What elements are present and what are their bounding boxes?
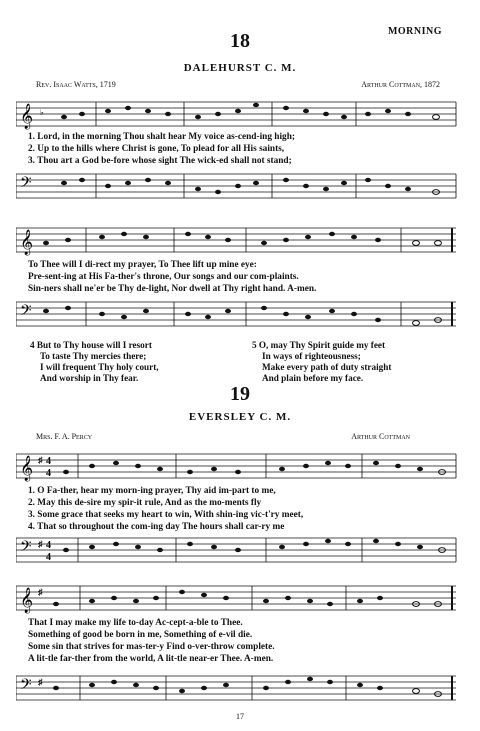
lyric-line: 2. May this de-sire my spir-it rule, And as the mo-ments fly — [28, 498, 262, 508]
lyric-line: Sin-ners shall ne'er be Thy de-light, Nor dwell at Thy right hand. A-men. — [28, 284, 317, 294]
hymn-number: 18 — [230, 30, 250, 52]
lyric-line: To Thee will I di-rect my prayer, To Thee lift up mine eye: — [28, 260, 257, 270]
bass-staff — [16, 168, 462, 204]
tune-name: DALEHURST C. M. — [183, 62, 297, 74]
lyric-line: 2. Up to the hills where Christ is gone, To plead for all His saints, — [28, 144, 285, 154]
svg-text:♯: ♯ — [38, 587, 43, 597]
svg-text:𝄞: 𝄞 — [20, 456, 34, 481]
treble-staff — [16, 448, 462, 484]
stanza-line: I will frequent Thy holy court, — [40, 362, 159, 372]
lyric-line: That I may make my life to-day Ac-cept-a-ble to Thee. — [28, 618, 243, 628]
page-number: 17 — [236, 712, 244, 721]
stanza-line: Make every path of duty straight — [262, 362, 392, 372]
stanza-line: And plain before my face. — [262, 373, 364, 383]
author-attribution: Mrs. F. A. Percy — [36, 432, 93, 441]
bass-staff — [16, 532, 462, 568]
svg-text:𝄞: 𝄞 — [20, 588, 34, 613]
lyric-line: 1. Lord, in the morning Thou shalt hear My voice as-cend-ing high; — [28, 132, 295, 142]
svg-text:4: 4 — [46, 468, 51, 479]
bass-staff — [16, 670, 462, 706]
tune-name: EVERSLEY C. M. — [188, 411, 292, 423]
svg-text:4: 4 — [46, 540, 51, 551]
lyric-line: 3. Some grace that seeks my heart to win, With shin-ing vic-t'ry meet, — [28, 510, 304, 520]
svg-text:𝄢: 𝄢 — [20, 538, 32, 559]
svg-text:𝄞: 𝄞 — [20, 230, 34, 255]
composer-attribution: Arthur Cottman — [351, 432, 410, 441]
lyric-line: Some sin that strives for mas-ter-y Find o-ver-throw complete. — [28, 642, 275, 652]
stanza-line: In ways of righteousness; — [262, 351, 361, 361]
stanza-line: 4 But to Thy house will I resort — [30, 340, 152, 350]
stanza-5 — [252, 340, 391, 384]
svg-text:♭: ♭ — [40, 108, 44, 117]
lyric-line: 4. That so throughout the com-ing day The hours shall car-ry me — [28, 522, 285, 532]
hymn-number: 19 — [230, 383, 250, 405]
lyric-line: 1. O Fa-ther, hear my morn-ing prayer, Thy aid im-part to me, — [28, 486, 276, 496]
lyric-line: Pre-sent-ing at His Fa-ther's throne, Our songs and our com-plaints. — [28, 272, 299, 282]
svg-text:4: 4 — [46, 552, 51, 563]
svg-text:♯: ♯ — [38, 677, 43, 687]
stanza-line: To taste Thy mercies there; — [40, 351, 147, 361]
stanza-4 — [30, 340, 159, 384]
svg-text:𝄢: 𝄢 — [20, 302, 32, 323]
lyric-line: Something of good be born in me, Something of e-vil die. — [28, 630, 253, 640]
svg-text:𝄢: 𝄢 — [20, 676, 32, 697]
composer-attribution: Arthur Cottman, 1872 — [361, 80, 440, 89]
author-attribution: Rev. Isaac Watts, 1719 — [36, 80, 116, 89]
lyric-line: 3. Thou art a God be-fore whose sight The wick-ed shall not stand; — [28, 156, 292, 166]
svg-text:𝄢: 𝄢 — [20, 174, 32, 195]
lyric-line: A lit-tle far-ther from the world, A lit-tle near-er Thee. A-men. — [28, 654, 274, 664]
stanza-line: 5 O, may Thy Spirit guide my feet — [252, 340, 386, 350]
bass-staff — [16, 296, 462, 332]
section-header: MORNING — [387, 26, 442, 37]
treble-staff — [16, 580, 462, 616]
svg-text:𝄞: 𝄞 — [20, 104, 34, 129]
svg-text:♯: ♯ — [38, 539, 43, 549]
treble-staff — [16, 222, 462, 258]
stanza-line: And worship in Thy fear. — [40, 373, 139, 383]
svg-text:♯: ♯ — [38, 455, 43, 465]
treble-staff — [16, 96, 462, 132]
svg-text:4: 4 — [46, 456, 51, 467]
